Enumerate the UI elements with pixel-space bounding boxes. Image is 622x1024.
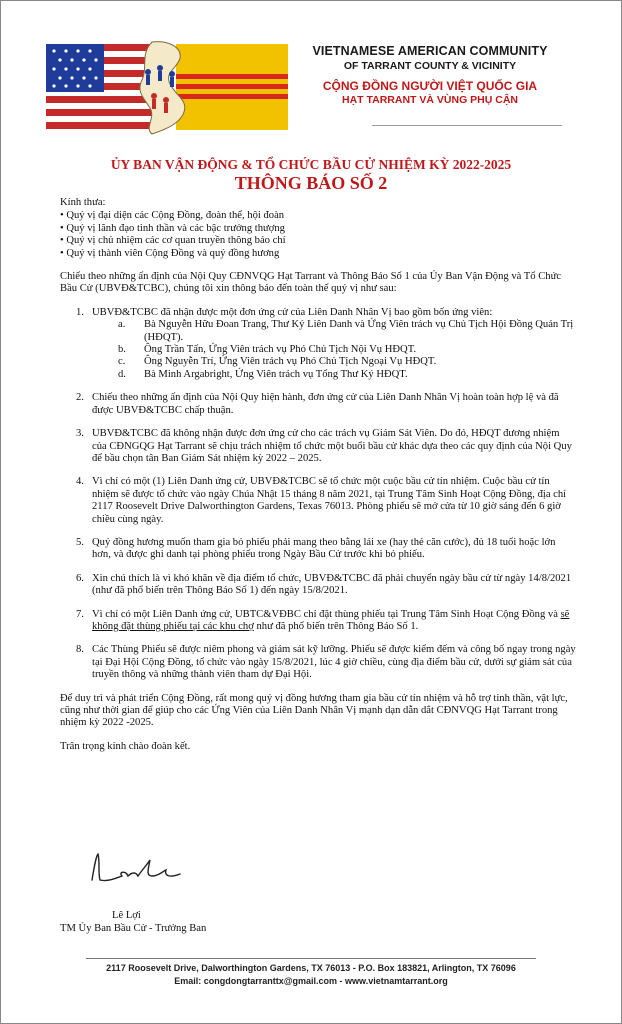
footer-divider: [86, 958, 536, 959]
candidate-label: d.: [118, 368, 126, 380]
recipient-item: • Quý vị thành viên Cộng Đồng và quý đồng hương: [60, 247, 280, 259]
item-text: Xin chú thích là vì khó khăn về địa điểm tổ chức, UBVĐ&TCBC đã phải chuyển ngày bầu cử từ ngày 14/8/2021 (như đã phổ biến trên Thông Báo Số 1) đến ngày 15/8/2021.: [92, 572, 572, 597]
item-number: 5.: [76, 536, 84, 548]
org-region-english: OF TARRANT COUNTY & VICINITY: [343, 60, 517, 72]
letter-body: [60, 197, 580, 753]
item-text: Vì chỉ có một (1) Liên Danh ứng cử, UBVĐ&TCBC sẽ tổ chức một cuộc bầu cử tín nhiệm. Cuộc bầu cử tín nhiệm sẽ được tổ chức vào ngày Chúa Nhật 15 tháng 8 năm 2021, tại Trung Tâm Sinh Hoạt Cộng Đồng, địa chỉ 2117 Roosevelt Drive Dalworthington Gardens, Texas 76013. Phòng phiếu sẽ mở cửa từ 10 giờ sáng đến 6 giờ chiều cùng ngày.: [92, 476, 567, 525]
item-text-part: Vì chỉ có một Liên Danh ứng cử, UBTC&VĐBC chỉ đặt thùng phiếu tại Trung Tâm Sinh Hoạt Cộng Đồng và: [92, 608, 561, 620]
item-text: [92, 609, 576, 634]
committee-title: ỦY BAN VẬN ĐỘNG & TỔ CHỨC BẦU CỬ NHIỆM KỲ 2022-2025: [110, 157, 512, 172]
list-item: [60, 307, 580, 381]
flags-and-map-logo-icon: [44, 38, 314, 138]
list-item: [60, 476, 580, 526]
recipient-item: • Quý vị lãnh đạo tinh thần và các bậc trưởng thượng: [60, 222, 285, 234]
item-text: Các Thùng Phiếu sẽ được niêm phong và giám sát kỹ lưỡng. Phiếu sẽ được kiểm đếm và công bố ngay trong ngày tại Đại Hội Cộng Đồng, tổ chức vào ngày 15/8/2021, lúc 4 giờ chiều, cùng địa điểm bầu cử, dưới sự giám sát của truyền thông và những thành viên tham dự Đại Hội.: [92, 644, 576, 681]
underlined-text: sẽ không đặt thùng phiếu tại các khu chợ: [92, 608, 570, 632]
org-name-vietnamese: CỘNG ĐỒNG NGƯỜI VIỆT QUỐC GIA: [322, 79, 538, 93]
item-number: 7.: [76, 608, 84, 620]
signer-name: Lê Lợi: [112, 910, 141, 921]
recipient-list: [60, 210, 580, 260]
item-number: 3.: [76, 428, 84, 440]
closing-paragraph: Để duy trì và phát triển Cộng Đồng, rất mong quý vị đồng hương tham gia bầu cử tín nhiệm và hỗ trợ tinh thần, vật lực, cũng như thời gian để giúp cho các Ứng Viên của Liên Danh Nhân Vị mạnh dạn dẫn dắt CĐNVQG Hạt Tarrant trong nhiệm kỳ 2022 -2025.: [60, 692, 568, 729]
item-text: Chiếu theo những ấn định của Nội Quy hiện hành, đơn ứng cử của Liên Danh Nhân Vị hoàn toàn hợp lệ và đã được UBVĐ&TCBC chấp thuận.: [92, 392, 559, 416]
recipient-item: • Quý vị chủ nhiệm các cơ quan truyền thông báo chí: [60, 235, 286, 247]
footer-address: 2117 Roosevelt Drive, Dalworthington Gardens, TX 76013 - P.O. Box 183821, Arlington, TX 76096: [106, 963, 516, 973]
candidate-text: Ông Trần Tấn, Ứng Viên trách vụ Phó Chủ Tịch Nội Vụ HĐQT.: [144, 344, 417, 356]
item-text: UBVĐ&TCBC đã không nhận được đơn ứng cử cho các trách vụ Giám Sát Viên. Do đó, HĐQT đương nhiệm của CĐNGQG Hạt Tarrant sẽ chịu trách nhiệm tổ chức một buổi bầu cử khác dựa theo các quy định của Nội Quy để bầu chọn tân Ban Giám Sát nhiệm kỳ 2022 – 2025.: [92, 428, 572, 464]
announcement-list: [60, 307, 580, 682]
candidate-text: Ông Nguyễn Trí, Ứng Viên trách vụ Phó Chủ Tịch Ngoại Vụ HĐQT.: [144, 356, 437, 368]
candidate-item: [92, 344, 576, 356]
item-text: Quý đồng hương muốn tham gia bỏ phiếu phải mang theo bằng lái xe (hay thẻ căn cước), đủ 18 tuổi hoặc lớn hơn, và được ghi danh tại phòng phiếu trong Ngày Bầu Cử trước khi bỏ phiếu.: [92, 536, 556, 561]
list-item: [60, 609, 580, 634]
item-number: 2.: [76, 392, 84, 404]
community-logo: [44, 38, 314, 138]
footer-contact: Email: congdongtarranttx@gmail.com - www.vietnamtarrant.org: [174, 976, 448, 986]
org-name-english: VIETNAMESE AMERICAN COMMUNITY: [312, 44, 548, 58]
candidate-item: [92, 356, 576, 368]
item-text-part: như đã phổ biến trên Thông Báo Số 1.: [253, 620, 419, 632]
candidate-label: b.: [118, 344, 126, 356]
vietnam-heritage-flag-icon: [176, 44, 288, 130]
item-text: UBVĐ&TCBC đã nhận được một đơn ứng cử của Liên Danh Nhân Vị bao gồm bốn ứng viên:: [92, 306, 493, 318]
salutation: Kính thưa:: [60, 197, 106, 208]
list-item: [60, 392, 580, 417]
candidate-item: [92, 369, 576, 381]
org-region-vietnamese: HẠT TARRANT VÀ VÙNG PHỤ CẬN: [342, 94, 518, 106]
candidate-label: a.: [118, 319, 126, 331]
item-number: 4.: [76, 476, 84, 488]
notice-title: THÔNG BÁO SỐ 2: [234, 173, 388, 193]
candidate-label: c.: [118, 356, 126, 368]
signer-role: TM Ủy Ban Bầu Cử - Trưởng Ban: [60, 923, 207, 934]
list-item: [60, 428, 580, 465]
item-number: 1.: [76, 306, 84, 318]
item-number: 6.: [76, 572, 84, 584]
list-item: [60, 573, 580, 598]
greeting: Trân trọng kính chào đoàn kết.: [60, 740, 191, 752]
organization-name-block: [296, 44, 564, 106]
item-number: 8.: [76, 644, 84, 656]
candidate-item: [92, 319, 576, 344]
list-item: [60, 537, 580, 562]
candidate-text: Bà Nguyễn Hữu Đoan Trang, Thư Ký Liên Danh và Ứng Viên trách vụ Chủ Tịch Hội Đồng Quản Trị (HĐQT).: [144, 319, 574, 343]
intro-paragraph: Chiếu theo những ấn định của Nội Quy CĐNVQG Hạt Tarrant và Thông Báo Số 1 của Ủy Ban Vận Động và Tổ Chức Bầu Cử (UBVĐ&TCBC), chúng tôi xin thông báo đến toàn thể quý vị như sau:: [60, 271, 562, 295]
list-item: [60, 644, 580, 681]
recipient-item: • Quý vị đại diện các Cộng Đồng, đoàn thể, hội đoàn: [60, 210, 285, 222]
header-divider: [372, 125, 562, 126]
handwritten-signature-icon: [86, 850, 186, 890]
candidate-text: Bà Minh Argabright, Ứng Viên trách vụ Tổng Thư Ký HĐQT.: [144, 368, 408, 380]
